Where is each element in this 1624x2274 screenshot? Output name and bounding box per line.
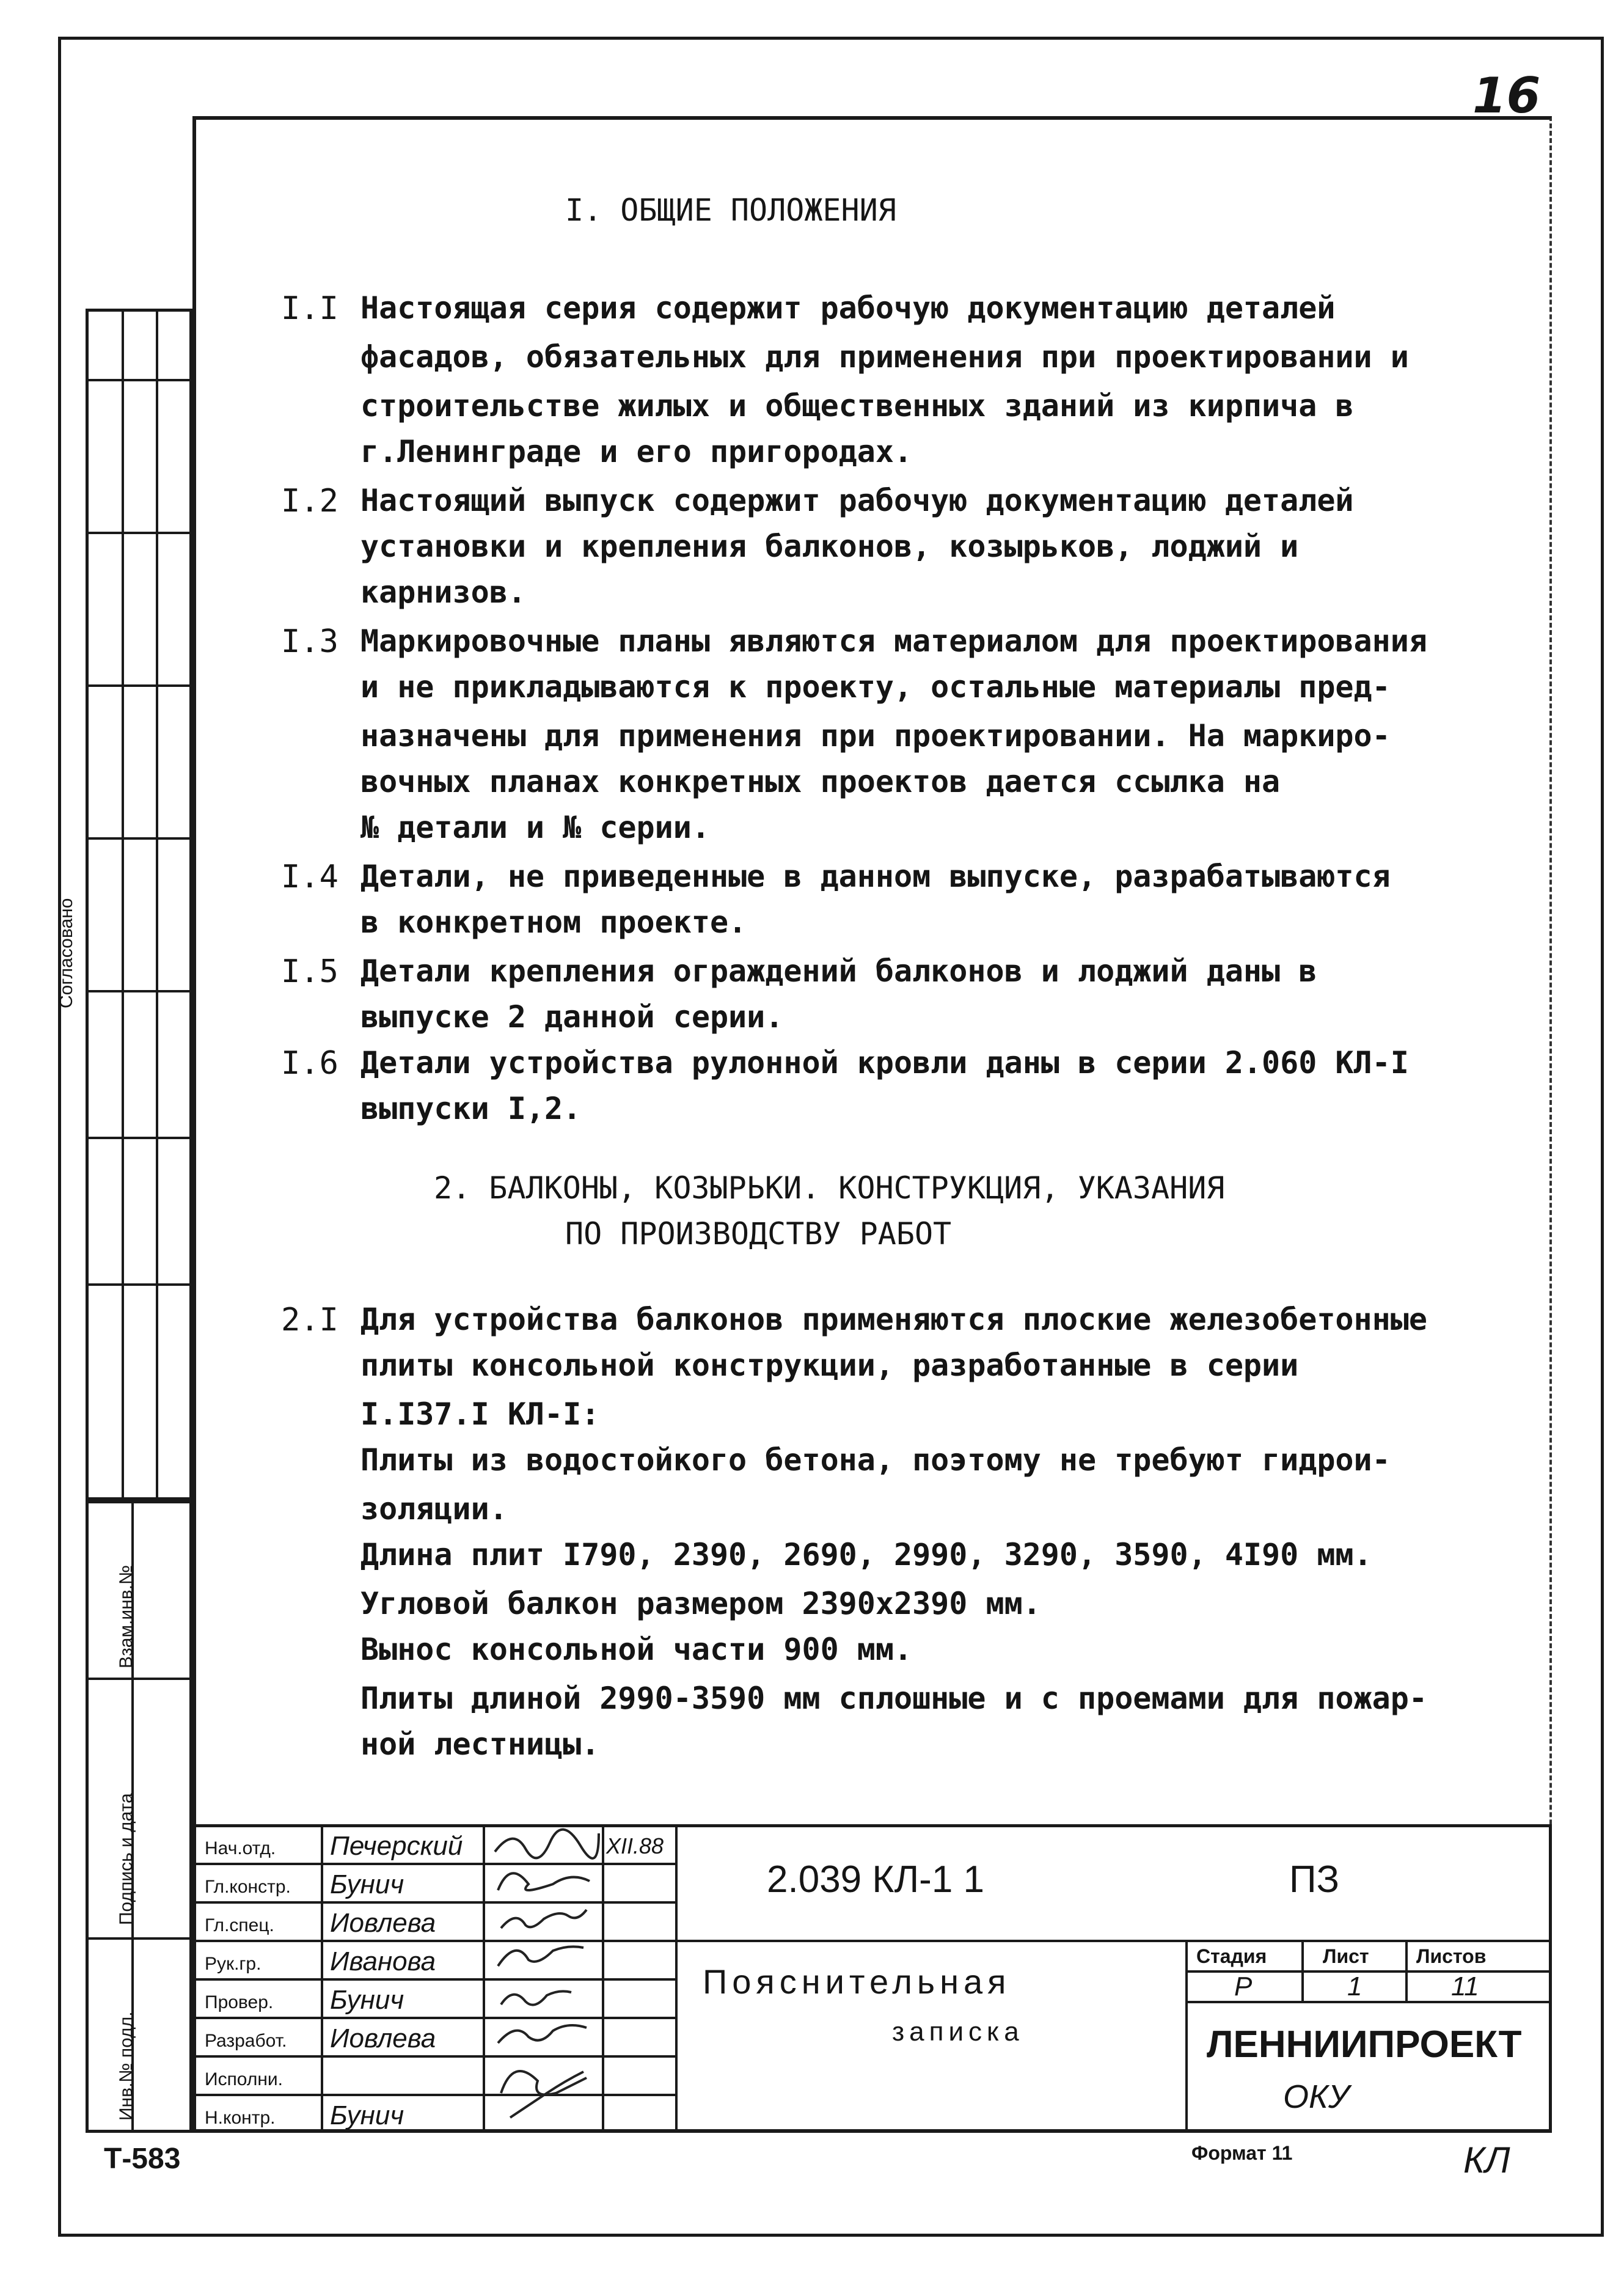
text-line: Детали крепления ограждений балконов и лоджий даны в [360, 953, 1317, 989]
role-label: Гл.спец. [205, 1915, 274, 1935]
sheets-value: 11 [1451, 1971, 1479, 2001]
sheets-label: Листов [1416, 1945, 1487, 1967]
person-name: Иовлева [330, 2023, 436, 2053]
doc-type: ПЗ [1289, 1858, 1340, 1901]
role-label: Разработ. [205, 2031, 287, 2051]
section-2-subtitle: ПО ПРОИЗВОДСТВУ РАБОТ [565, 1216, 952, 1252]
sheet-mark: 16 [1472, 67, 1541, 124]
sheet-label: Лист [1323, 1945, 1369, 1967]
text-line: Детали устройства рулонной кровли даны в серии 2.060 КЛ-I [360, 1045, 1409, 1080]
inv-original-label: Инв.№ подл. [116, 2011, 136, 2121]
doc-title-line2: записка [892, 2017, 1024, 2047]
person-name: Бунич [330, 1869, 404, 1899]
text-line: в конкретном проекте. [360, 904, 747, 940]
item-number: I.I [281, 290, 338, 327]
text-line: Вынос консольной части 900 мм. [360, 1632, 913, 1667]
text-line: выпуски I,2. [360, 1091, 582, 1126]
section-1-title: I. ОБЩИЕ ПОЛОЖЕНИЯ [565, 193, 896, 228]
text-line: Настоящий выпуск содержит рабочую документацию деталей [360, 483, 1354, 518]
text-line: установки и крепления балконов, козырьков, лоджий и [360, 529, 1299, 564]
corner-note: КЛ [1463, 2140, 1510, 2180]
text-line: выпуске 2 данной серии. [360, 999, 784, 1035]
text-line: строительстве жилых и общественных зданий из кирпича в [360, 388, 1354, 424]
doc-title-line1: Пояснительная [703, 1962, 1011, 2001]
role-label: Исполни. [205, 2069, 283, 2089]
sign-date: XII.88 [606, 1833, 664, 1858]
person-name: Бунич [330, 2100, 404, 2130]
sign-date-label: Подпись и дата [116, 1793, 136, 1925]
series-tag: Т-583 [104, 2143, 181, 2175]
role-label: Гл.констр. [205, 1877, 291, 1897]
org-dept: ОКУ [1283, 2078, 1350, 2115]
doc-code: 2.039 КЛ-1 1 [767, 1858, 985, 1901]
role-label: Н.контр. [205, 2108, 276, 2128]
text-line: № детали и № серии. [360, 810, 710, 845]
text-line: вочных планах конкретных проектов дается ссылка на [360, 764, 1281, 799]
sheet-value: 1 [1347, 1971, 1362, 2001]
text-line: Плиты длиной 2990-3590 мм сплошные и с проемами для пожар- [360, 1681, 1427, 1716]
item-number: I.5 [281, 953, 338, 990]
text-line: ной лестницы. [360, 1726, 600, 1762]
person-name: Иванова [330, 1946, 436, 1976]
item-number: I.3 [281, 623, 338, 660]
text-line: Угловой балкон размером 2390х2390 мм. [360, 1586, 1041, 1621]
agreed-label: Согласовано [56, 898, 76, 1008]
item-number: I.2 [281, 483, 338, 519]
role-label: Провер. [205, 1992, 274, 2012]
text-line: назначены для применения при проектировании. На маркиро- [360, 718, 1391, 754]
item-number: 2.I [281, 1302, 338, 1338]
person-name: Иовлева [330, 1908, 436, 1938]
stage-label: Стадия [1196, 1945, 1267, 1967]
replaced-inv-label: Взам.инв.№ [116, 1564, 136, 1668]
signatures-scribble [486, 1824, 602, 2133]
text-line: фасадов, обязательных для применения при проектировании и [360, 339, 1409, 375]
text-line: Длина плит I790, 2390, 2690, 2990, 3290, 3590, 4I90 мм. [360, 1537, 1372, 1572]
item-number: I.4 [281, 859, 338, 895]
text-line: Детали, не приведенные в данном выпуске, разрабатываются [360, 859, 1391, 894]
text-line: Настоящая серия содержит рабочую документацию деталей [360, 290, 1336, 326]
format-label: Формат 11 [1191, 2142, 1293, 2164]
section-2-title: 2. БАЛКОНЫ, КОЗЫРЬКИ. КОНСТРУКЦИЯ, УКАЗАНИЯ [434, 1170, 1225, 1206]
text-line: золяции. [360, 1491, 508, 1527]
person-name: Бунич [330, 1985, 404, 2015]
person-name: Печерский [330, 1831, 463, 1861]
text-line: карнизов. [360, 574, 526, 610]
text-line: Для устройства балконов применяются плоские железобетонные [360, 1302, 1427, 1337]
text-line: и не прикладываются к проекту, остальные материалы пред- [360, 669, 1391, 705]
role-label: Нач.отд. [205, 1838, 276, 1858]
role-label: Рук.гр. [205, 1954, 262, 1974]
text-line: Маркировочные планы являются материалом для проектирования [360, 623, 1427, 659]
text-line: I.I37.I КЛ-I: [360, 1396, 600, 1432]
text-line: плиты консольной конструкции, разработанные в серии [360, 1348, 1299, 1383]
text-line: Плиты из водостойкого бетона, поэтому не требуют гидрои- [360, 1442, 1391, 1478]
org-name: ЛЕННИИПРОЕКТ [1207, 2023, 1522, 2066]
item-number: I.6 [281, 1045, 338, 1082]
approval-strip [86, 309, 192, 1500]
inventory-strip [86, 1500, 192, 2133]
stage-value: Р [1234, 1971, 1253, 2001]
text-line: г.Ленинграде и его пригородах. [360, 434, 913, 469]
